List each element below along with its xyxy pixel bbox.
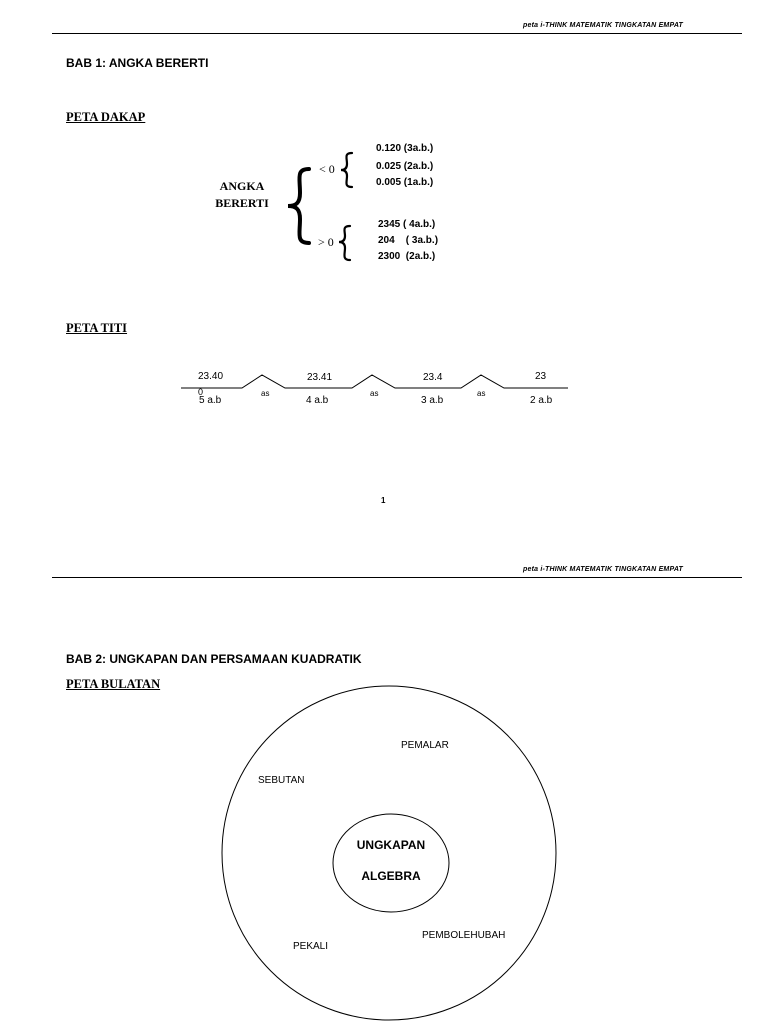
bridge-pair-bottom: 5 a.b (199, 395, 222, 406)
outer-circle (222, 686, 556, 1020)
branch-less-item: 0.025 (2a.b.) (376, 161, 434, 172)
branch-greater-item: 2345 ( 4a.b.) (378, 219, 436, 230)
circle-map-center-line2: ALGEBRA (361, 869, 421, 883)
circle-map-term: PEMALAR (401, 740, 449, 751)
circle-map-term: PEMBOLEHUBAH (422, 930, 506, 941)
branch-less-label: < 0 (319, 162, 335, 176)
circle-map-term: SEBUTAN (258, 775, 305, 786)
branch-greater-item: 2300 (2a.b.) (378, 251, 436, 262)
brace-map-root-line1: ANGKA (219, 179, 265, 193)
bridge-pair-top-overflow: 0 (198, 387, 204, 397)
small-brace-lower-shape (339, 226, 350, 260)
brace-map-heading: PETA DAKAP (66, 110, 146, 124)
page-header: peta i-THINK MATEMATIK TINGKATAN EMPAT (523, 566, 684, 573)
chapter-title: BAB 1: ANGKA BERERTI (66, 56, 209, 70)
page-header: peta i-THINK MATEMATIK TINGKATAN EMPAT (523, 22, 684, 29)
bridge-pair-top: 23.41 (307, 372, 333, 383)
bridge-pair-top: 23.40 (198, 371, 224, 382)
branch-less-item: 0.120 (3a.b.) (376, 143, 434, 154)
bridge-pair-top: 23.4 (423, 372, 443, 383)
relating-factor-label: as (477, 389, 486, 398)
branch-greater-label: > 0 (318, 235, 334, 249)
brace-map-root-line2: BERERTI (215, 196, 269, 210)
relating-factor-label: as (370, 389, 379, 398)
big-brace-shape (288, 169, 309, 243)
header-rule (52, 577, 742, 578)
bridge-line (181, 375, 568, 388)
chapter-title: BAB 2: UNGKAPAN DAN PERSAMAAN KUADRATIK (66, 652, 362, 666)
page-number: 1 (381, 496, 386, 505)
bridge-pair-bottom: 3 a.b (421, 395, 444, 406)
small-brace-upper-shape (341, 153, 352, 187)
bridge-pair-bottom: 2 a.b (530, 395, 553, 406)
bridge-map-heading: PETA TITI (66, 321, 128, 335)
circle-map-heading: PETA BULATAN (66, 677, 161, 691)
bridge-pair-top: 23 (535, 371, 547, 382)
bridge-pair-bottom: 4 a.b (306, 395, 329, 406)
branch-less-item: 0.005 (1a.b.) (376, 177, 434, 188)
inner-circle (333, 814, 449, 912)
relating-factor-label: as (261, 389, 270, 398)
circle-map-center-line1: UNGKAPAN (356, 838, 426, 852)
circle-map-term: PEKALI (293, 941, 329, 952)
branch-greater-item: 204 ( 3a.b.) (378, 235, 439, 246)
